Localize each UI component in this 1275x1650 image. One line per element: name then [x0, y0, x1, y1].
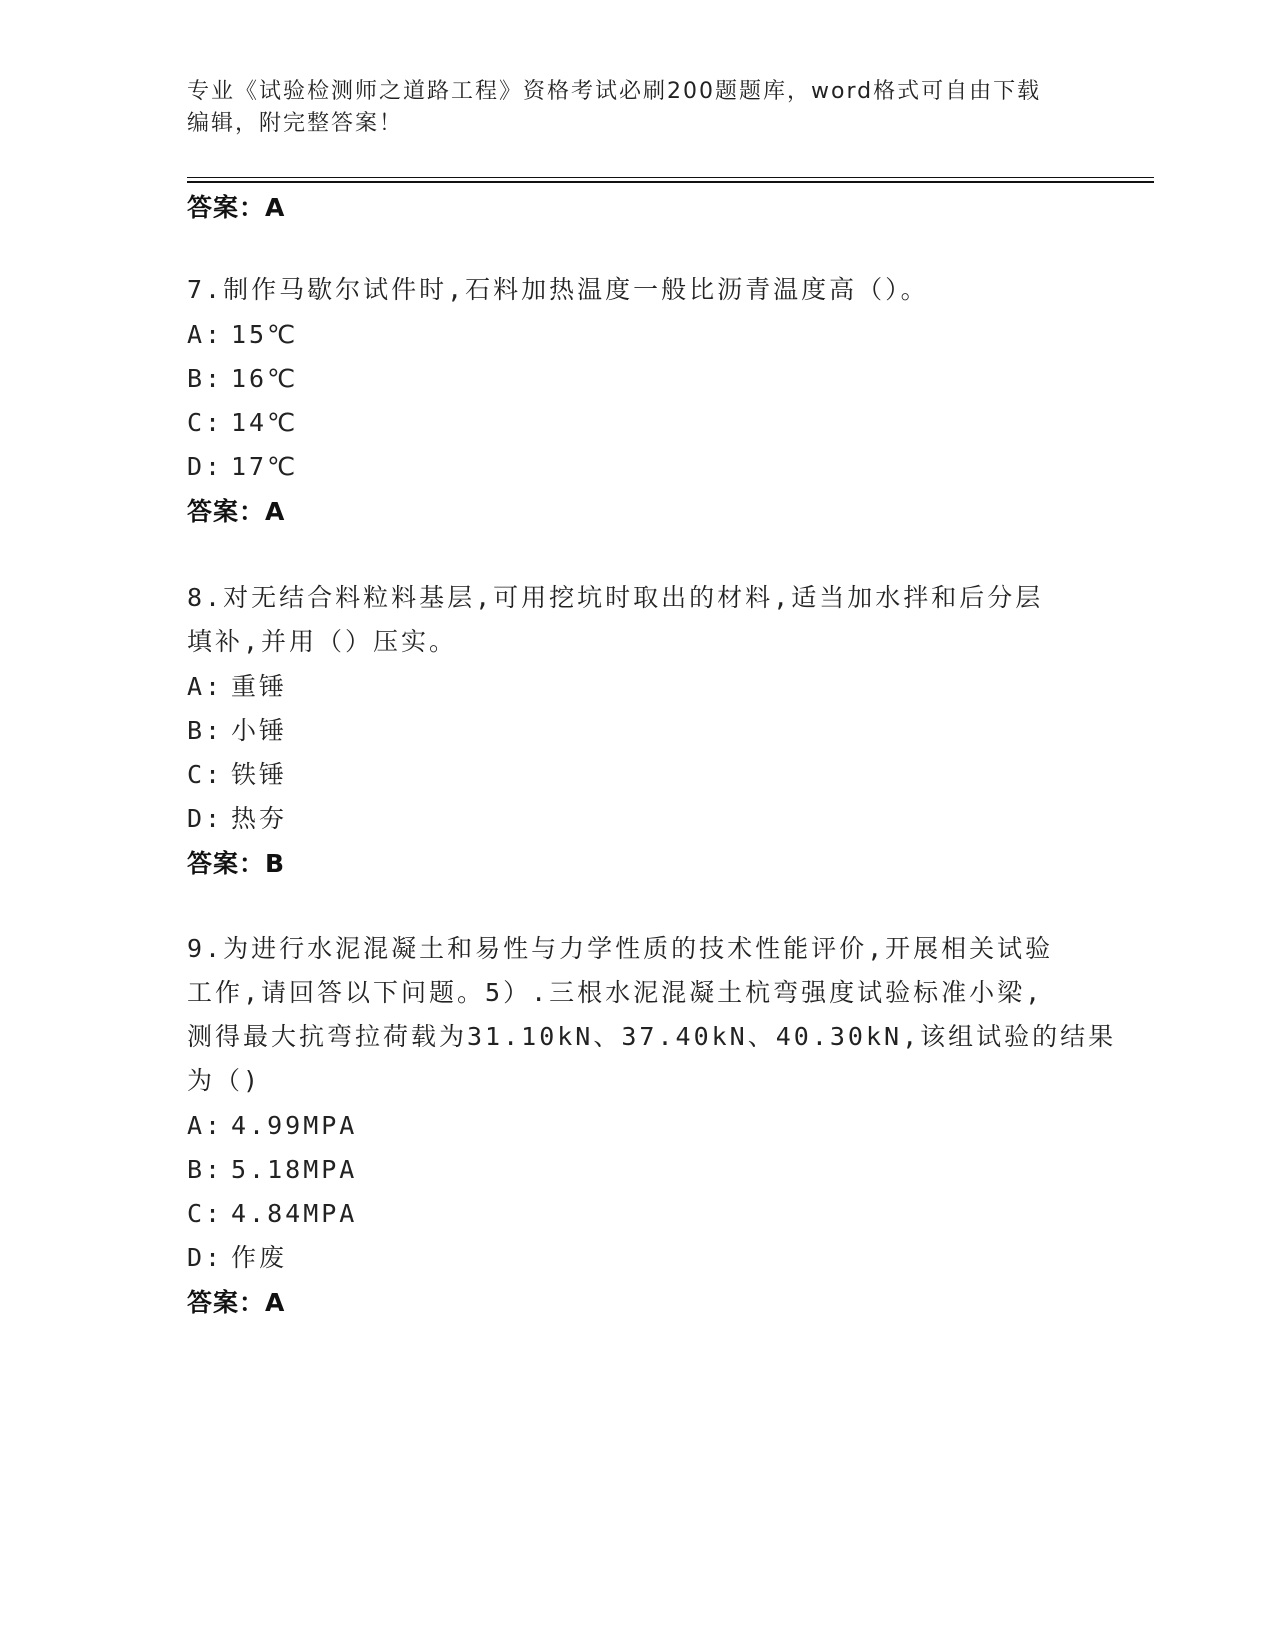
- answer-line: 答案：A: [187, 1288, 286, 1317]
- option-b: [187, 716, 287, 746]
- option-text: 小锤: [231, 716, 288, 745]
- option-letter: D:: [187, 804, 224, 833]
- question-stem: 测得最大抗弯拉荷载为31.10kN、37.40kN、40.30kN,该组试验的结果: [187, 1022, 1117, 1051]
- answer-line: 答案：B: [187, 849, 286, 878]
- option-text: 热夯: [231, 804, 288, 833]
- option-text: 5.18MPA: [231, 1155, 358, 1184]
- option-text: 重锤: [231, 672, 288, 701]
- option-text: 4.84MPA: [231, 1199, 358, 1228]
- option-a: [187, 320, 298, 350]
- option-letter: A:: [187, 672, 224, 701]
- option-letter: A:: [187, 320, 224, 349]
- option-d: [187, 804, 287, 834]
- option-b: [187, 364, 298, 394]
- option-text: 铁锤: [231, 760, 288, 789]
- option-c: [187, 408, 298, 438]
- option-letter: C:: [187, 408, 224, 437]
- header-line-1: 专业《试验检测师之道路工程》资格考试必刷200题题库，word格式可自由下载: [187, 79, 1042, 104]
- option-letter: B:: [187, 716, 224, 745]
- option-c: [187, 760, 287, 790]
- option-text: 4.99MPA: [231, 1111, 358, 1140]
- option-letter: D:: [187, 452, 224, 481]
- option-d: [187, 1243, 287, 1273]
- option-a: [187, 672, 287, 702]
- question-stem: 9.为进行水泥混凝土和易性与力学性质的技术性能评价,开展相关试验: [187, 934, 1054, 963]
- option-text: 15℃: [231, 320, 299, 349]
- header-line-2: 编辑，附完整答案！: [187, 111, 404, 136]
- option-b: [187, 1155, 357, 1185]
- option-letter: C:: [187, 760, 224, 789]
- question-stem: 填补,并用（）压实。: [187, 627, 458, 656]
- option-letter: D:: [187, 1243, 224, 1272]
- option-text: 16℃: [231, 364, 299, 393]
- question-stem: 工作,请回答以下问题。5）.三根水泥混凝土杭弯强度试验标准小梁,: [187, 978, 1044, 1007]
- option-text: 17℃: [231, 452, 299, 481]
- header-divider-thick: [187, 181, 1154, 183]
- answer-line: 答案：A: [187, 497, 286, 526]
- option-letter: C:: [187, 1199, 224, 1228]
- option-c: [187, 1199, 357, 1229]
- question-stem: 7.制作马歇尔试件时,石料加热温度一般比沥青温度高（）。: [187, 275, 929, 304]
- option-a: [187, 1111, 357, 1141]
- header-divider-thin: [187, 177, 1154, 178]
- page-header: [187, 76, 1087, 140]
- option-d: [187, 452, 298, 482]
- option-letter: A:: [187, 1111, 224, 1140]
- question-stem: 8.对无结合料粒料基层,可用挖坑时取出的材料,适当加水拌和后分层: [187, 583, 1044, 612]
- option-text: 14℃: [231, 408, 299, 437]
- option-letter: B:: [187, 1155, 224, 1184]
- option-letter: B:: [187, 364, 224, 393]
- question-stem: 为（): [187, 1066, 262, 1095]
- option-text: 作废: [231, 1243, 288, 1272]
- answer-line: 答案：A: [187, 193, 286, 222]
